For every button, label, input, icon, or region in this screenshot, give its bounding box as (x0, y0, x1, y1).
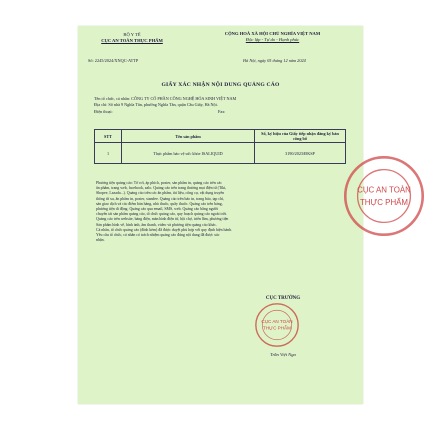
body-line: ấn phẩm, trang web, facebook, zalo. Quảng cáo trên trang thương mại điện tử (Tiki, (96, 186, 227, 191)
row-number: 3190/2023/ĐKSP (255, 143, 346, 164)
document-reference: Số: 2245/2024/XNQC-ATTP (88, 58, 139, 63)
document-title: GIẤY XÁC NHẬN NỘI DUNG QUẢNG CÁO (161, 82, 280, 88)
issuer-header (88, 32, 176, 44)
product-table (94, 129, 346, 164)
signer-name: Trần Việt Nga (270, 352, 296, 357)
national-motto: Độc lập - Tự do - Hạnh phúc (245, 37, 300, 42)
advertising-content (96, 181, 346, 243)
country-name: CỘNG HOÀ XÃ HỘI CHỦ NGHĨA VIỆT NAM (224, 31, 321, 36)
table-header-row (95, 130, 346, 143)
document-page (78, 26, 363, 404)
row-product: Thực phẩm bảo vệ sức khỏe ISALIQUID (122, 143, 255, 164)
row-stt: 1 (95, 143, 122, 164)
applicant-info (94, 96, 354, 115)
body-line: Yêu cầu tổ chức, cá nhân có trách nhiệm quảng cáo đúng nội dung đã được xác (96, 233, 220, 238)
applicant-fax: Fax: (218, 108, 226, 114)
national-header (190, 31, 355, 43)
body-line: Shopee, Lazada...). Quảng cáo trên các ấn phẩm, tài liệu, công cụ, vật dụng truyền (96, 191, 225, 196)
side-stamp (340, 152, 428, 240)
applicant-phone: Điện thoại: (94, 108, 113, 114)
body-line: Cá nhân, tổ chức quảng cáo (đính kèm) đã được duyệt phù hợp với quy định hiện hành. (96, 227, 233, 232)
signer-title: CỤC TRƯỞNG (265, 296, 301, 301)
ministry-name: BỘ Y TẾ (123, 32, 141, 37)
table-row (95, 143, 346, 164)
document-date: Hà Nội, ngày 05 tháng 12 năm 2024 (243, 58, 306, 63)
body-line: thông từ xa, ấn phẩm in, poster, standee. Quảng cáo trên báo in, trang báo, tạp chí, (96, 196, 225, 201)
body-line: phương tiện di động. Quảng cáo qua email, SMS, web. Quảng cáo bằng người (96, 207, 218, 212)
applicant-name: Tên tổ chức, cá nhân: CÔNG TY CỔ PHẦN CÔNG NGHỆ HÓA SINH VIỆT NAM (94, 96, 237, 101)
body-line: nhận. (96, 238, 105, 243)
column-header-product: Tên sản phẩm (122, 130, 255, 143)
body-line: Quảng cáo trên website, bảng điện, màn hình điện tử, hội chợ, triển lãm, phương tiện (96, 217, 229, 222)
seal-text-top: CỤC AN TOÀN (261, 319, 293, 325)
body-line: sàn giao dịch và các điểm bán hàng, nhà thuốc, quầy thuốc. Quảng cáo trên bảng, (96, 201, 223, 206)
body-line: chuyển tải sản phẩm quảng cáo, tổ chức quảng cáo, quy hoạch quảng cáo ngoài trời. (96, 212, 228, 217)
body-line: Sản phẩm hình vẽ, hình ảnh, âm thanh, video và phương tiện quảng cáo khác. (96, 222, 217, 227)
column-header-number: Số, ký hiệu của Giấy tiếp nhận đăng ký bản công bố (255, 130, 346, 143)
body-line: Phương tiện quảng cáo: Tờ rơi, áp phích, poster, sản phẩm in, quảng cáo trên các (96, 181, 222, 185)
side-stamp-text-bottom: THỰC PHẨM (359, 197, 409, 207)
side-stamp-text-top: CỤC AN TOÀN (357, 185, 411, 195)
official-seal (254, 302, 300, 348)
column-header-stt: STT (95, 130, 122, 143)
seal-text-bottom: THỰC PHẨM (263, 325, 291, 331)
department-name: CỤC AN TOÀN THỰC PHẨM (101, 38, 163, 43)
applicant-address: Địa chỉ: Số nhà 9 Nghĩa Tân, phường Nghĩa Tân, quận Cầu Giấy, Hà Nội. (94, 102, 218, 108)
